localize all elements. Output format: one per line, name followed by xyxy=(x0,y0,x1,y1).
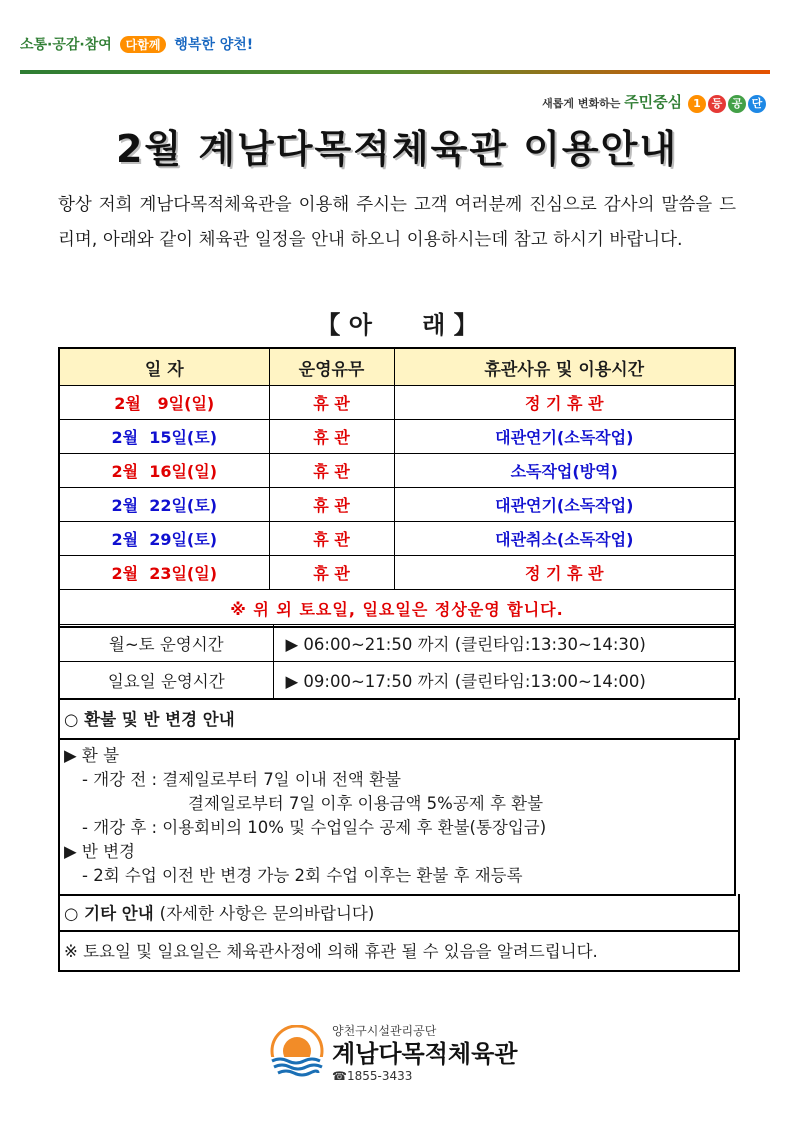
refund-heading: ○ 환불 및 반 변경 안내 xyxy=(64,710,235,729)
row-date: 2월 22일(토) xyxy=(59,488,269,522)
refund-line: 결제일로부터 7일 이후 이용금액 5%공제 후 환불 xyxy=(188,794,544,813)
header-date: 일 자 xyxy=(59,348,269,386)
row-reason: 정 기 휴 관 xyxy=(394,386,735,420)
hours-value: ▶ 09:00~17:50 까지 (클린타임:13:00~14:00) xyxy=(273,662,735,700)
footer xyxy=(332,1022,517,1083)
brand-dot-2: 등 xyxy=(708,95,726,113)
refund-details xyxy=(58,738,736,896)
hours-label: 월~토 운영시간 xyxy=(59,625,273,662)
hours-value: ▶ 06:00~21:50 까지 (클린타임:13:30~14:30) xyxy=(273,625,735,662)
row-date: 2월 9일(일) xyxy=(59,386,269,420)
row-status: 휴 관 xyxy=(269,454,394,488)
header-divider xyxy=(20,70,770,74)
refund-line: - 개강 후 : 이용회비의 10% 및 수업일수 공제 후 환불(통장입금) xyxy=(82,818,547,837)
row-status: 휴 관 xyxy=(269,522,394,556)
etc-heading: ○ 기타 안내 xyxy=(64,904,154,923)
class-change-title: ▶ 반 변경 xyxy=(64,842,135,861)
schedule-header-row xyxy=(59,348,735,386)
row-reason: 대관연기(소독작업) xyxy=(394,488,735,522)
row-reason: 대관취소(소독작업) xyxy=(394,522,735,556)
notice-row xyxy=(59,590,735,628)
row-date: 2월 16일(일) xyxy=(59,454,269,488)
row-reason: 대관연기(소독작업) xyxy=(394,420,735,454)
row-status: 휴 관 xyxy=(269,556,394,590)
hours-table xyxy=(58,624,736,700)
row-date: 2월 23일(일) xyxy=(59,556,269,590)
brand-big: 주민중심 xyxy=(624,93,683,111)
footer-org: 양천구시설관리공단 xyxy=(332,1024,437,1038)
row-status: 휴 관 xyxy=(269,386,394,420)
brand-dot-3: 공 xyxy=(728,95,746,113)
brand-small: 새롭게 변화하는 xyxy=(542,97,621,110)
page-title: 2월 계남다목적체육관 이용안내 xyxy=(115,127,679,171)
brand-slogan xyxy=(542,91,766,113)
weekend-notice: ※ 위 외 토요일, 일요일은 정상운영 합니다. xyxy=(59,590,735,628)
hours-row xyxy=(59,662,735,700)
brand-dot-4: 단 xyxy=(748,95,766,113)
table-row xyxy=(59,522,735,556)
slogan-left: 소통·공감·참여 xyxy=(20,37,112,53)
etc-heading-box xyxy=(58,894,740,932)
header-reason: 휴관사유 및 이용시간 xyxy=(394,348,735,386)
refund-title: ▶ 환 불 xyxy=(64,746,120,765)
hours-row xyxy=(59,625,735,662)
row-reason: 정 기 휴 관 xyxy=(394,556,735,590)
row-status: 휴 관 xyxy=(269,488,394,522)
intro-paragraph: 항상 저희 계남다목적체육관을 이용해 주시는 고객 여러분께 진심으로 감사의 말씀을 드리며, 아래와 같이 체육관 일정을 안내 하오니 이용하시는데 참고 하시기 바랍니다. xyxy=(58,195,736,250)
class-change-line: - 2회 수업 이전 반 변경 가능 2회 수업 이후는 환불 후 재등록 xyxy=(82,866,523,885)
table-row xyxy=(59,420,735,454)
footer-tel: ☎1855-3433 xyxy=(332,1069,413,1083)
table-row xyxy=(59,386,735,420)
slogan-badge: 다함께 xyxy=(120,36,167,53)
refund-heading-box xyxy=(58,698,740,740)
gym-logo-icon xyxy=(268,1025,326,1081)
row-reason: 소독작업(방역) xyxy=(394,454,735,488)
section-heading: 【 아 래 】 xyxy=(316,311,478,339)
slogan xyxy=(20,34,253,54)
schedule-table xyxy=(58,347,736,628)
refund-line: - 개강 전 : 결제일로부터 7일 이내 전액 환불 xyxy=(82,770,401,789)
footer-name: 계남다목적체육관 xyxy=(332,1040,518,1068)
header-status: 운영유무 xyxy=(269,348,394,386)
table-row xyxy=(59,556,735,590)
table-row xyxy=(59,454,735,488)
table-row xyxy=(59,488,735,522)
row-date: 2월 29일(토) xyxy=(59,522,269,556)
row-date: 2월 15일(토) xyxy=(59,420,269,454)
row-status: 휴 관 xyxy=(269,420,394,454)
slogan-right: 행복한 양천! xyxy=(174,37,254,53)
etc-note: (자세한 사항은 문의바랍니다) xyxy=(159,904,375,923)
etc-notice-box xyxy=(58,930,740,972)
etc-notice: ※ 토요일 및 일요일은 체육관사정에 의해 휴관 될 수 있음을 알려드립니다. xyxy=(64,942,598,961)
brand-dot-1: 1 xyxy=(688,95,706,113)
hours-label: 일요일 운영시간 xyxy=(59,662,273,700)
